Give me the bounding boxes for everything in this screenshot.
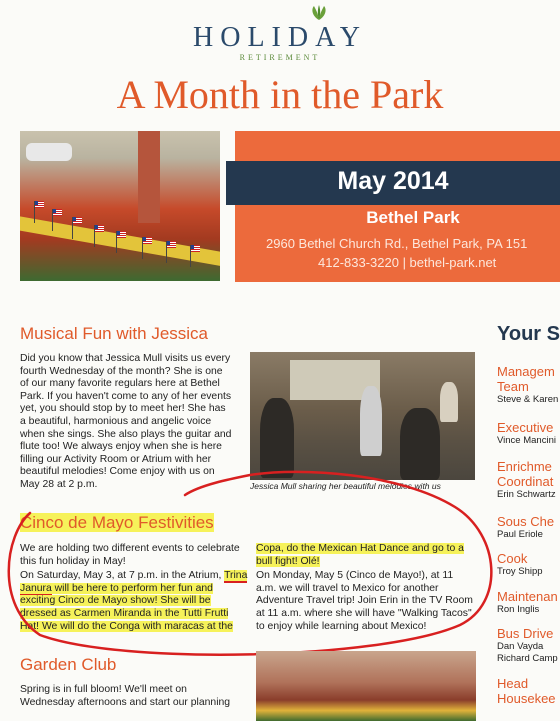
brand-name: HOLIDAY	[193, 22, 367, 53]
cinco-paragraph	[20, 570, 248, 633]
staff-role: Executive	[497, 420, 554, 435]
body-line: filling our Activity Room or Atrium with her	[20, 453, 212, 465]
staff-executive	[497, 420, 560, 447]
staff-cook	[497, 551, 560, 578]
staff-role: Head	[497, 676, 529, 691]
body-line: May 28 at 2 p.m.	[20, 478, 98, 490]
newsletter-title: A Month in the Park	[116, 72, 444, 117]
photo-flag	[52, 209, 62, 216]
cinco-article-title	[20, 513, 214, 533]
body-line: fourth Wednesday of the month? She is one	[20, 365, 223, 377]
cinco-text: On Saturday, May 3, at 7 p.m. in the Atrium,	[20, 570, 225, 582]
cinco-paragraph: On Monday, May 5 (Cinco de Mayo!), at 11 a.m. we will travel to Mexico for another Adventure Travel trip! Join Erin in the TV Room at 11 a.m. where she will have "Walking Tacos" to enjoy while learning about Mexico!	[256, 570, 473, 632]
photo-flag	[142, 237, 152, 244]
body-line: a beautiful, harmonious and angelic voice	[20, 415, 212, 427]
staff-role: Housekee	[497, 691, 556, 706]
staff-name: Steve & Karen	[497, 394, 559, 405]
issue-month: May 2014	[337, 167, 449, 195]
staff-name: Richard Camp	[497, 653, 558, 664]
staff-role: Sous Che	[497, 514, 555, 529]
cinco-paragraph: We are holding two different events to celebrate this fun holiday in May!	[20, 543, 240, 567]
cinco-highlighted-text: will be here to perform her fun and exciting Cinco de Mayo show! She will be dressed as Carmen Miranda in the Tutti Frutti Hat! We will do the Conga with maracas at the	[20, 582, 233, 632]
staff-name: Paul Eriole	[497, 529, 543, 540]
brand-subtitle: RETIREMENT	[239, 53, 321, 62]
staff-role: Maintenan	[497, 589, 558, 604]
garden-photo	[256, 651, 476, 721]
cinco-paragraph	[256, 543, 476, 568]
musical-article-body	[20, 353, 250, 492]
photo-person	[440, 382, 458, 422]
staff-role: Enrichme	[497, 459, 552, 474]
body-line: Park. If you haven't come to any of her events	[20, 390, 232, 402]
staff-management	[497, 364, 560, 406]
staff-housekeeping	[497, 676, 560, 706]
staff-role: Team	[497, 379, 529, 394]
community-address: 2960 Bethel Church Rd., Bethel Park, PA 151	[266, 236, 528, 251]
staff-name: Vince Mancini	[497, 435, 556, 446]
staff-name: Troy Shipp	[497, 566, 543, 577]
holiday-leaf-logo	[308, 4, 330, 22]
staff-role: Cook	[497, 551, 528, 566]
flags-garden-photo	[20, 131, 220, 281]
community-contact: 412-833-3220 | bethel-park.net	[318, 255, 497, 270]
body-line: yet, you should stop by to meet her! She has	[20, 403, 226, 415]
photo-flag	[166, 241, 176, 248]
staff-name: Erin Schwartz	[497, 489, 556, 500]
staff-sous-chef	[497, 514, 560, 541]
photo-flag	[72, 217, 82, 224]
community-name: Bethel Park	[366, 208, 460, 227]
staff-maintenance	[497, 589, 560, 616]
cinco-article-body-right	[256, 543, 476, 635]
photo-flag	[190, 245, 200, 252]
photo-flag	[34, 201, 44, 208]
singer-photo-caption: Jessica Mull sharing her beautiful melodies with us	[250, 481, 441, 491]
cinco-highlighted-text: Copa, do the Mexican Hat Dance and go to a bull fight! Olé!	[256, 543, 464, 567]
staff-enrichment	[497, 459, 560, 501]
singer-photo	[250, 352, 475, 480]
staff-role: Bus Drive	[497, 626, 554, 641]
staff-name: Dan Vayda	[497, 641, 544, 652]
musical-article-title: Musical Fun with Jessica	[20, 324, 209, 343]
body-line: beautiful melodies! Come enjoy with us on	[20, 466, 215, 478]
photo-brick-pillar	[138, 131, 160, 223]
cinco-title-text: Cinco de Mayo Festivities	[20, 513, 214, 532]
staff-name: Ron Inglis	[497, 604, 540, 615]
photo-flag	[94, 225, 104, 232]
photo-car	[26, 143, 72, 161]
body-line: of our many favorite regulars here at Bethel	[20, 378, 220, 390]
body-line: when she sings. She also plays the guitar and	[20, 428, 232, 440]
photo-person	[360, 386, 382, 456]
photo-person	[400, 408, 440, 480]
performer-name: Trina Janura	[20, 570, 248, 594]
garden-article-body	[20, 684, 250, 709]
body-line: Did you know that Jessica Mull visits us every	[20, 353, 231, 364]
photo-person	[260, 398, 294, 478]
sidebar-title: Your S	[497, 323, 560, 345]
photo-flag	[116, 231, 126, 238]
body-line: flute too! We always enjoy when she is here	[20, 441, 222, 453]
staff-role: Managem	[497, 364, 555, 379]
garden-article-title: Garden Club	[20, 655, 117, 674]
body-line: Spring is in full bloom! We'll meet on	[20, 684, 187, 695]
cinco-article-body-left	[20, 543, 248, 635]
staff-bus-driver	[497, 626, 560, 665]
body-line: Wednesday afternoons and start our planning	[20, 696, 231, 708]
staff-role: Coordinat	[497, 474, 554, 489]
